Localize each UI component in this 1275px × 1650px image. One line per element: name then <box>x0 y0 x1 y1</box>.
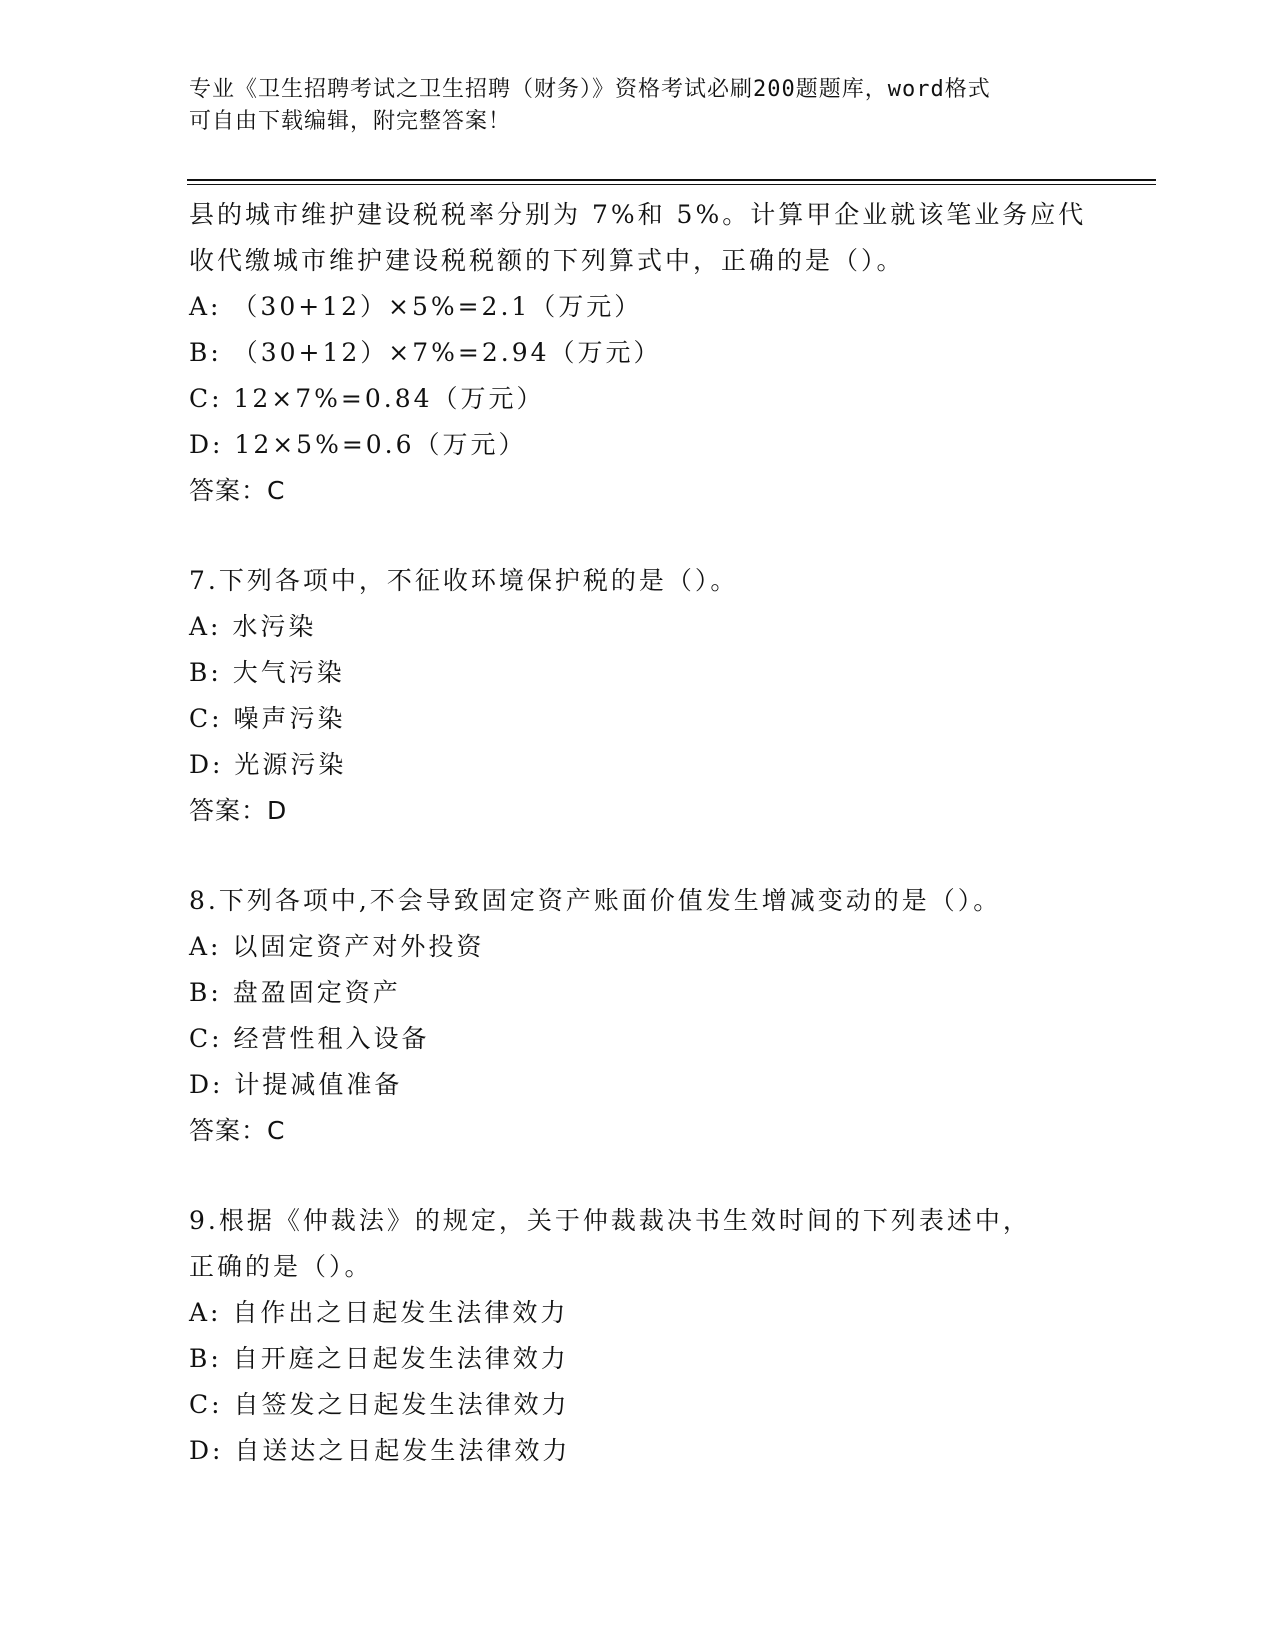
answer-line: 答案：D <box>189 796 288 825</box>
document-body <box>189 192 1089 1474</box>
question-stem-line: 县的城市维护建设税税率分别为 7%和 5%。计算甲企业就该笔业务应代 <box>189 200 1087 229</box>
question-9 <box>189 1198 1089 1474</box>
option-a: A: （30+12）×5%=2.1（万元） <box>189 292 643 321</box>
option-c: C: 噪声污染 <box>189 704 346 733</box>
option-a: A: 自作出之日起发生法律效力 <box>189 1298 569 1327</box>
option-c: C: 自签发之日起发生法律效力 <box>189 1390 570 1419</box>
header-title-line-2: 可自由下载编辑，附完整答案！ <box>189 109 512 134</box>
spacer <box>189 514 1089 558</box>
header-rule-thin <box>187 184 1156 185</box>
option-b: B: （30+12）×7%=2.94（万元） <box>189 338 662 367</box>
spacer <box>189 834 1089 878</box>
option-d: D: 计提减值准备 <box>189 1070 403 1099</box>
question-7 <box>189 558 1089 834</box>
header-title-line-1: 专业《卫生招聘考试之卫生招聘（财务）》资格考试必刷200题题库，word格式 <box>189 77 991 102</box>
question-8 <box>189 878 1089 1154</box>
answer-line: 答案：C <box>189 476 286 505</box>
option-d: D: 12×5%=0.6（万元） <box>189 430 527 459</box>
header-rule-thick <box>187 179 1156 181</box>
option-b: B: 大气污染 <box>189 658 345 687</box>
option-b: B: 自开庭之日起发生法律效力 <box>189 1344 569 1373</box>
question-stem: 9.根据《仲裁法》的规定，关于仲裁裁决书生效时间的下列表述中， <box>189 1206 1031 1235</box>
question-6-continued <box>189 192 1089 514</box>
option-b: B: 盘盈固定资产 <box>189 978 401 1007</box>
option-a: A: 水污染 <box>189 612 317 641</box>
option-d: D: 光源污染 <box>189 750 347 779</box>
option-c: C: 经营性租入设备 <box>189 1024 430 1053</box>
question-stem-line: 收代缴城市维护建设税税额的下列算式中，正确的是（）。 <box>189 246 905 275</box>
document-header <box>189 74 1089 138</box>
question-stem: 正确的是（）。 <box>189 1252 373 1281</box>
spacer <box>189 1154 1089 1198</box>
answer-line: 答案：C <box>189 1116 286 1145</box>
option-a: A: 以固定资产对外投资 <box>189 932 485 961</box>
question-stem: 8.下列各项中,不会导致固定资产账面价值发生增减变动的是（）。 <box>189 886 1002 915</box>
option-d: D: 自送达之日起发生法律效力 <box>189 1436 571 1465</box>
option-c: C: 12×7%=0.84（万元） <box>189 384 545 413</box>
question-stem: 7.下列各项中，不征收环境保护税的是（）。 <box>189 566 739 595</box>
